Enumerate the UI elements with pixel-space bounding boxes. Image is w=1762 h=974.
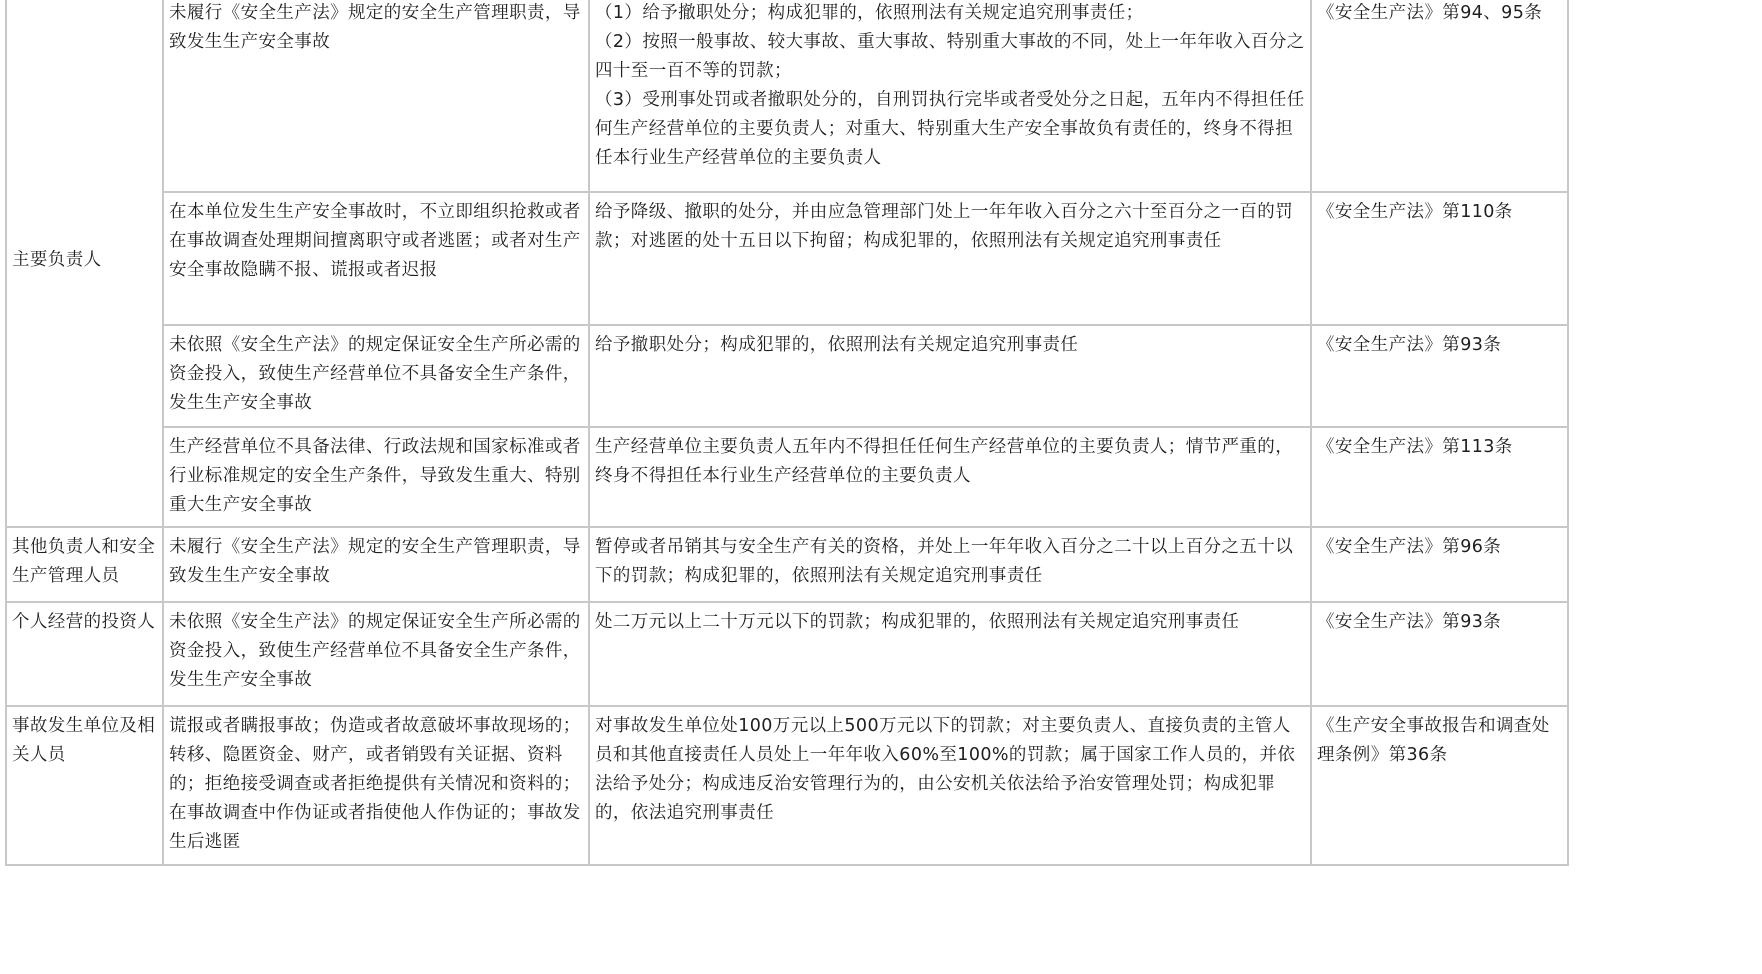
- penalty-line: 暂停或者吊销其与安全生产有关的资格，并处上一年年收入百分之二十以上百分之五十以下的罚款；构成犯罪的，依照刑法有关规定追究刑事责任: [595, 537, 1294, 586]
- table-row: [6, 325, 1568, 427]
- penalty-line: （3）受刑事处罚或者撤职处分的，自刑罚执行完毕或者受处分之日起，五年内不得担任任何生产经营单位的主要负责人；对重大、特别重大生产安全事故负有责任的，终身不得担任本行业生产经营单位的主要负责人: [595, 90, 1305, 168]
- penalty-cell: [589, 602, 1311, 706]
- penalty-cell: [589, 427, 1311, 527]
- table-row: [6, 527, 1568, 602]
- violation-cell: 未依照《安全生产法》的规定保证安全生产所必需的资金投入，致使生产经营单位不具备安全生产条件，发生生产安全事故: [163, 602, 589, 706]
- penalty-cell: [589, 325, 1311, 427]
- legal-basis-cell: 《安全生产法》第94、95条: [1311, 0, 1568, 192]
- table-row: [6, 0, 1568, 192]
- violation-cell: 未履行《安全生产法》规定的安全生产管理职责，导致发生生产安全事故: [163, 527, 589, 602]
- penalty-line: 处二万元以上二十万元以下的罚款；构成犯罪的，依照刑法有关规定追究刑事责任: [595, 612, 1240, 632]
- penalty-cell: [589, 706, 1311, 865]
- penalty-cell: [589, 527, 1311, 602]
- legal-basis-cell: 《安全生产法》第110条: [1311, 192, 1568, 325]
- legal-basis-cell: 《安全生产法》第96条: [1311, 527, 1568, 602]
- table-row: [6, 192, 1568, 325]
- table-row: [6, 706, 1568, 865]
- violation-cell: 未履行《安全生产法》规定的安全生产管理职责，导致发生生产安全事故: [163, 0, 589, 192]
- legal-basis-cell: 《安全生产法》第113条: [1311, 427, 1568, 527]
- legal-basis-cell: 《生产安全事故报告和调查处理条例》第36条: [1311, 706, 1568, 865]
- penalty-cell: [589, 0, 1311, 192]
- penalty-line: （1）给予撤职处分；构成犯罪的，依照刑法有关规定追究刑事责任；: [595, 3, 1144, 23]
- penalty-line: 给予撤职处分；构成犯罪的，依照刑法有关规定追究刑事责任: [595, 335, 1079, 355]
- penalty-line: （2）按照一般事故、较大事故、重大事故、特别重大事故的不同，处上一年年收入百分之四十至一百不等的罚款；: [595, 32, 1305, 81]
- violation-cell: 谎报或者瞒报事故；伪造或者故意破坏事故现场的；转移、隐匿资金、财产，或者销毁有关证据、资料的；拒绝接受调查或者拒绝提供有关情况和资料的；在事故调查中作伪证或者指使他人作伪证的；事故发生后逃匿: [163, 706, 589, 865]
- subject-cell: 主要负责人: [6, 0, 163, 527]
- liability-table: [5, 0, 1569, 866]
- penalty-cell: [589, 192, 1311, 325]
- subject-cell: 个人经营的投资人: [6, 602, 163, 706]
- penalty-line: 给予降级、撤职的处分，并由应急管理部门处上一年年收入百分之六十至百分之一百的罚款；对逃匿的处十五日以下拘留；构成犯罪的，依照刑法有关规定追究刑事责任: [595, 202, 1294, 251]
- table-row: [6, 427, 1568, 527]
- legal-basis-cell: 《安全生产法》第93条: [1311, 602, 1568, 706]
- table-row: [6, 602, 1568, 706]
- subject-cell: 事故发生单位及相关人员: [6, 706, 163, 865]
- violation-cell: 未依照《安全生产法》的规定保证安全生产所必需的资金投入，致使生产经营单位不具备安全生产条件，发生生产安全事故: [163, 325, 589, 427]
- penalty-line: 生产经营单位主要负责人五年内不得担任任何生产经营单位的主要负责人；情节严重的，终身不得担任本行业生产经营单位的主要负责人: [595, 437, 1294, 486]
- violation-cell: 在本单位发生生产安全事故时，不立即组织抢救或者在事故调查处理期间擅离职守或者逃匿；或者对生产安全事故隐瞒不报、谎报或者迟报: [163, 192, 589, 325]
- legal-basis-cell: 《安全生产法》第93条: [1311, 325, 1568, 427]
- violation-cell: 生产经营单位不具备法律、行政法规和国家标准或者行业标准规定的安全生产条件，导致发生重大、特别重大生产安全事故: [163, 427, 589, 527]
- penalty-line: 对事故发生单位处100万元以上500万元以下的罚款；对主要负责人、直接负责的主管人员和其他直接责任人员处上一年年收入60%至100%的罚款；属于国家工作人员的，并依法给予处分；构成违反治安管理行为的，由公安机关依法给予治安管理处罚；构成犯罪的，依法追究刑事责任: [595, 716, 1296, 823]
- subject-cell: 其他负责人和安全生产管理人员: [6, 527, 163, 602]
